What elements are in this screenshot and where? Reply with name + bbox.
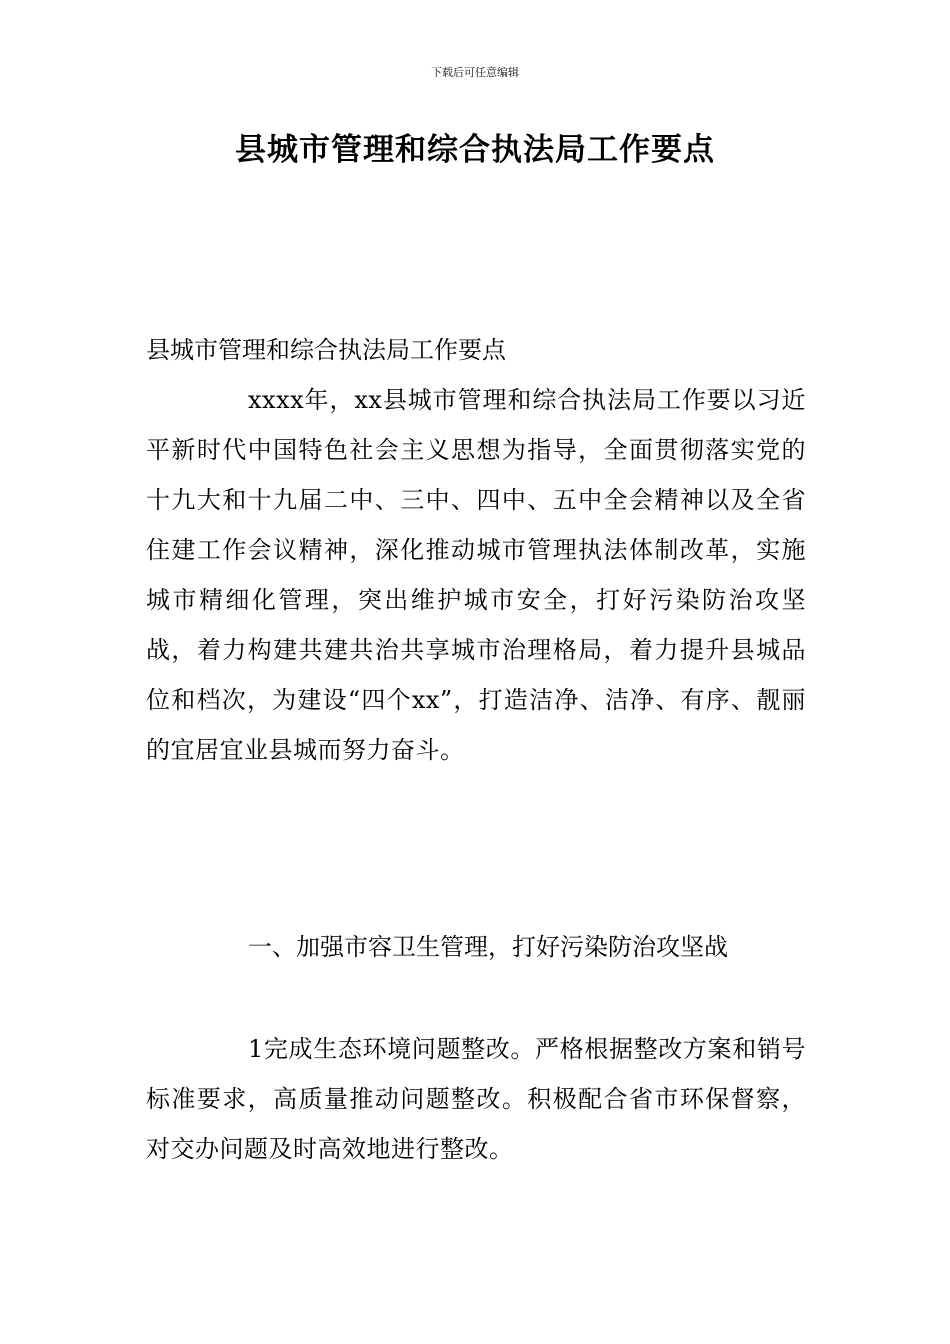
header-note: 下载后可任意编辑 [431,66,519,79]
section-heading: 一、加强市容卫生管理，打好污染防治攻坚战 [248,933,728,961]
item-paragraph: 1完成生态环境问题整改。严格根据整改方案和销号标准要求，高质量推动问题整改。积极配合省市环保督察，对交办问题及时高效地进行整改。 [146,1035,806,1163]
document-subtitle: 县城市管理和综合执法局工作要点 [146,336,506,364]
intro-paragraph: xxxx年，xx县城市管理和综合执法局工作要以习近平新时代中国特色社会主义思想为指导，全面贯彻落实党的十九大和十九届二中、三中、四中、五中全会精神以及全省住建工作会议精神，深化推动城市管理执法体制改革，实施城市精细化管理，突出维护城市安全，打好污染防治攻坚战，着力构建共建共治共享城市治理格局，着力提升县城品位和档次，为建设“四个xx”，打造洁净、洁净、有序、靓丽的宜居宜业县城而努力奋斗。 [146,386,806,764]
document-title: 县城市管理和综合执法局工作要点 [235,132,715,168]
